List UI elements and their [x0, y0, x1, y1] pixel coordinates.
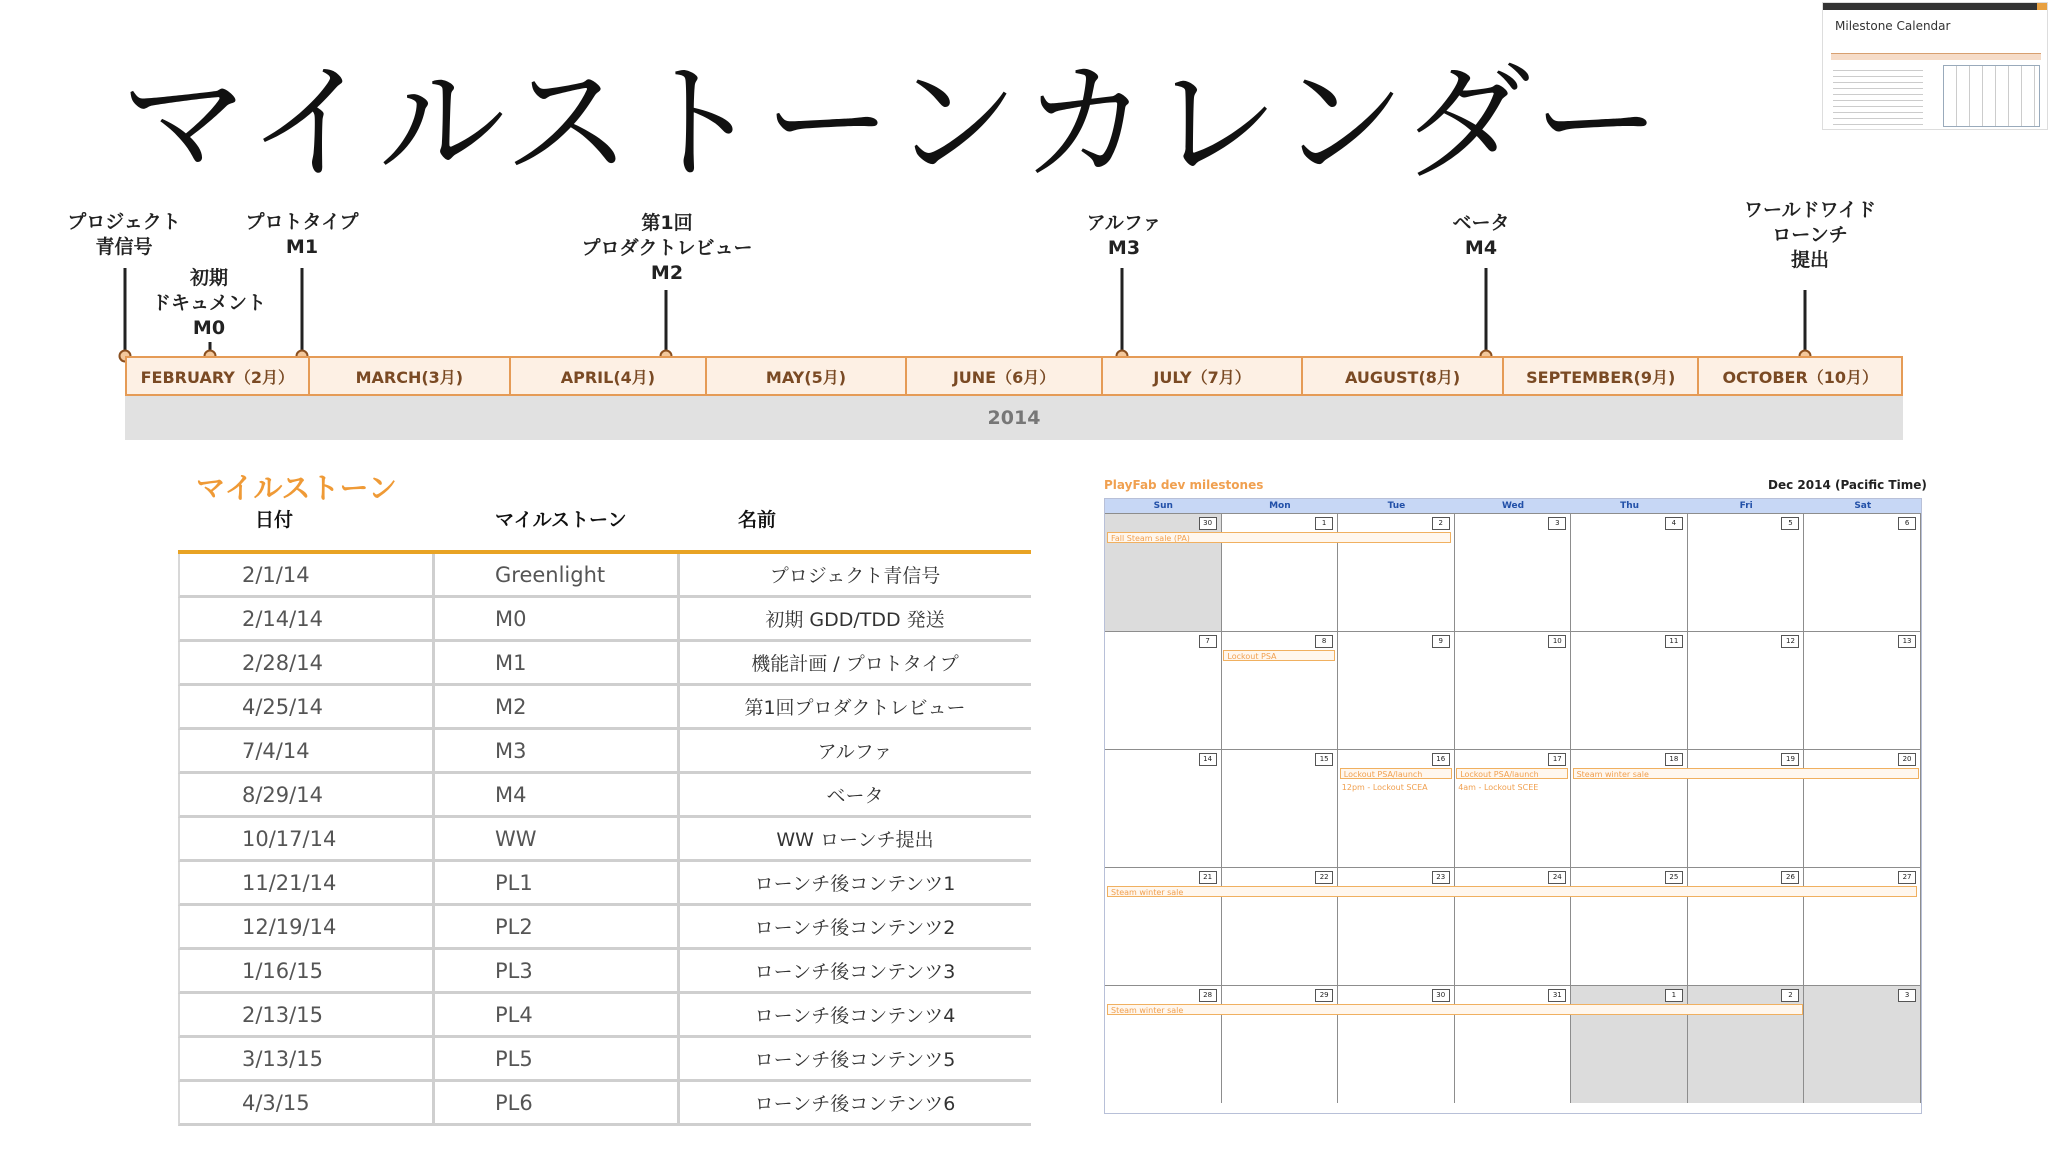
milestone-line — [124, 268, 127, 354]
table-row — [178, 818, 1031, 862]
day-number: 1 — [1665, 989, 1683, 1002]
cell-name: プロジェクト青信号 — [769, 565, 941, 587]
day-number: 3 — [1548, 517, 1566, 530]
calendar-event[interactable]: Fall Steam sale (PA) — [1107, 532, 1451, 543]
cell-name: ベータ — [826, 785, 884, 807]
month-cell: APRIL(4月) — [511, 358, 707, 394]
table-row — [178, 950, 1031, 994]
cell-name: ローンチ後コンテンツ1 — [754, 873, 956, 895]
calendar-title: PlayFab dev milestones — [1104, 478, 1264, 492]
calendar-week — [1105, 749, 1921, 867]
column-header-name: 名前 — [738, 509, 777, 531]
slide-thumbnail[interactable] — [1822, 2, 2048, 130]
day-number: 8 — [1315, 635, 1333, 648]
calendar-day[interactable] — [1338, 632, 1455, 749]
milestone-label-m4 — [1452, 211, 1509, 261]
cell-name: 機能計画 / プロトタイプ — [751, 653, 959, 675]
month-cell: SEPTEMBER(9月) — [1504, 358, 1700, 394]
cell-name: 第1回プロダクトレビュー — [744, 697, 966, 719]
table-row — [178, 1082, 1031, 1126]
cell-date: 2/14/14 — [242, 606, 323, 631]
day-number: 6 — [1898, 517, 1916, 530]
calendar-day[interactable] — [1804, 632, 1921, 749]
cell-milestone: PL1 — [495, 870, 533, 895]
calendar-event[interactable]: Lockout PSA — [1223, 650, 1335, 661]
cell-date: 2/1/14 — [242, 562, 310, 587]
cell-name: ローンチ後コンテンツ3 — [754, 961, 956, 983]
milestone-label-line: M0 — [192, 317, 226, 339]
milestone-label-line: M2 — [650, 262, 684, 284]
day-number: 5 — [1781, 517, 1799, 530]
milestone-line — [301, 268, 304, 354]
timeline-year-bar: 2014 — [125, 396, 1903, 440]
milestone-label-greenlight — [67, 210, 181, 260]
weekday-label: Thu — [1620, 501, 1640, 511]
calendar-event[interactable]: Steam winter sale — [1107, 1004, 1803, 1015]
milestone-label-line: M3 — [1107, 237, 1141, 259]
day-number: 11 — [1665, 635, 1683, 648]
cell-milestone: PL3 — [495, 958, 533, 983]
cell-date: 1/16/15 — [242, 958, 323, 983]
calendar-day[interactable] — [1222, 750, 1339, 867]
cell-milestone: M4 — [495, 782, 527, 807]
day-number: 15 — [1315, 753, 1333, 766]
milestone-label-line: M1 — [285, 236, 319, 258]
calendar-day[interactable] — [1571, 632, 1688, 749]
month-cell: AUGUST(8月) — [1303, 358, 1504, 394]
milestone-label-line: ドキュメント — [151, 292, 267, 314]
milestone-label-line: 初期 — [189, 267, 229, 289]
day-number: 20 — [1898, 753, 1916, 766]
day-number: 16 — [1432, 753, 1450, 766]
cell-date: 4/3/15 — [242, 1090, 310, 1115]
day-number: 2 — [1781, 989, 1799, 1002]
cell-name: アルファ — [817, 741, 893, 763]
calendar-day[interactable] — [1105, 632, 1222, 749]
month-cell: JUNE（6月） — [907, 358, 1103, 394]
calendar-day[interactable] — [1804, 514, 1921, 631]
milestone-label-line: プロダクトレビュー — [581, 237, 753, 259]
milestone-label-line: プロジェクト — [67, 211, 181, 233]
calendar-day[interactable] — [1804, 986, 1921, 1103]
milestone-label-line: アルファ — [1086, 212, 1162, 234]
cell-name: 初期 GDD/TDD 発送 — [765, 609, 945, 631]
calendar-event[interactable]: Steam winter sale — [1573, 768, 1919, 779]
milestone-label-m1 — [245, 210, 358, 260]
cell-milestone: M3 — [495, 738, 527, 763]
day-number: 7 — [1199, 635, 1217, 648]
table-row — [178, 686, 1031, 730]
calendar-event[interactable]: Lockout PSA/launch — [1456, 768, 1568, 779]
cell-date: 10/17/14 — [242, 826, 337, 851]
cell-date: 4/25/14 — [242, 694, 323, 719]
cell-milestone: PL5 — [495, 1046, 533, 1071]
thumbnail-marker — [2037, 3, 2047, 10]
day-number: 4 — [1665, 517, 1683, 530]
day-number: 26 — [1781, 871, 1799, 884]
cell-name: ローンチ後コンテンツ2 — [754, 917, 956, 939]
milestone-label-ww — [1744, 198, 1876, 273]
milestone-table-heading: マイルストーン — [196, 471, 397, 505]
table-row — [178, 994, 1031, 1038]
milestone-label-line: M4 — [1464, 237, 1498, 259]
day-number: 10 — [1548, 635, 1566, 648]
calendar-day[interactable] — [1455, 514, 1572, 631]
day-number: 31 — [1548, 989, 1566, 1002]
cell-date: 8/29/14 — [242, 782, 323, 807]
milestone-line — [1804, 290, 1807, 354]
table-row — [178, 554, 1031, 598]
milestone-label-line: プロトタイプ — [245, 211, 359, 233]
milestone-label-line: 第1回 — [641, 212, 693, 234]
day-number: 30 — [1432, 989, 1450, 1002]
cell-milestone: M2 — [495, 694, 527, 719]
calendar-date-label: Dec 2014 (Pacific Time) — [1768, 478, 1927, 492]
day-number: 12 — [1781, 635, 1799, 648]
calendar-grid — [1104, 498, 1922, 1114]
weekday-label: Wed — [1501, 501, 1525, 511]
day-number: 30 — [1199, 517, 1217, 530]
day-number: 9 — [1432, 635, 1450, 648]
day-number: 17 — [1548, 753, 1566, 766]
cell-date: 2/28/14 — [242, 650, 323, 675]
milestone-label-m3 — [1087, 211, 1162, 261]
calendar-week — [1105, 631, 1921, 749]
calendar-weeks — [1105, 513, 1921, 1103]
calendar-event[interactable]: Steam winter sale — [1107, 886, 1917, 897]
calendar-event[interactable]: Lockout PSA/launch — [1340, 768, 1452, 779]
cell-name: ローンチ後コンテンツ4 — [754, 1005, 956, 1027]
column-header-milestone: マイルストーン — [495, 509, 627, 531]
thumbnail-calendar — [1943, 65, 2040, 127]
milestone-line — [1485, 268, 1488, 354]
month-cell: FEBRUARY（2月） — [127, 358, 310, 394]
milestone-label-line: 提出 — [1790, 249, 1829, 271]
milestone-table — [178, 554, 1031, 1126]
cell-milestone: PL6 — [495, 1090, 533, 1115]
cell-date: 3/13/15 — [242, 1046, 323, 1071]
calendar-day[interactable] — [1455, 632, 1572, 749]
table-row — [178, 774, 1031, 818]
day-number: 3 — [1898, 989, 1916, 1002]
day-number: 2 — [1432, 517, 1450, 530]
day-number: 28 — [1199, 989, 1217, 1002]
calendar-weekday-header — [1105, 499, 1921, 513]
milestone-line — [665, 290, 668, 354]
day-number: 29 — [1315, 989, 1333, 1002]
table-row — [178, 862, 1031, 906]
weekday-label: Tue — [1387, 501, 1406, 511]
cell-milestone: PL4 — [495, 1002, 533, 1027]
table-row — [178, 598, 1031, 642]
month-cell: MARCH(3月) — [310, 358, 512, 394]
calendar-week — [1105, 513, 1921, 631]
calendar-event-detail: 12pm - Lockout SCEA — [1341, 783, 1428, 792]
day-number: 13 — [1898, 635, 1916, 648]
day-number: 24 — [1548, 871, 1566, 884]
calendar-event-detail: 4am - Lockout SCEE — [1458, 783, 1539, 792]
table-row — [178, 1038, 1031, 1082]
day-number: 19 — [1781, 753, 1799, 766]
cell-name: ローンチ後コンテンツ6 — [754, 1093, 956, 1115]
month-cell: MAY(5月) — [707, 358, 908, 394]
column-header-date: 日付 — [255, 509, 294, 531]
table-row — [178, 730, 1031, 774]
milestone-label-line: ローンチ — [1772, 224, 1848, 246]
thumbnail-timeline — [1831, 53, 2041, 60]
day-number: 25 — [1665, 871, 1683, 884]
month-cell: OCTOBER（10月） — [1722, 367, 1879, 387]
cell-name: ローンチ後コンテンツ5 — [754, 1049, 956, 1071]
milestone-label-line: ベータ — [1452, 212, 1510, 234]
cell-date: 2/13/15 — [242, 1002, 323, 1027]
cell-name: WW ローンチ提出 — [776, 829, 934, 851]
month-cell: JULY（7月） — [1103, 358, 1304, 394]
calendar-day[interactable] — [1571, 514, 1688, 631]
weekday-label: Sun — [1153, 501, 1173, 511]
calendar-day[interactable] — [1688, 632, 1805, 749]
table-row — [178, 642, 1031, 686]
calendar-day[interactable] — [1688, 514, 1805, 631]
cell-date: 12/19/14 — [242, 914, 337, 939]
table-row — [178, 906, 1031, 950]
thumbnail-title: Milestone Calendar — [1835, 19, 1951, 33]
cell-milestone: M0 — [495, 606, 527, 631]
cell-date: 11/21/14 — [242, 870, 337, 895]
weekday-label: Mon — [1269, 501, 1291, 511]
day-number: 23 — [1432, 871, 1450, 884]
milestone-label-line: 青信号 — [95, 236, 153, 258]
day-number: 22 — [1315, 871, 1333, 884]
calendar-week — [1105, 867, 1921, 985]
cell-milestone: PL2 — [495, 914, 533, 939]
milestone-label-m0 — [152, 266, 266, 341]
milestone-label-line: ワールドワイド — [1743, 199, 1877, 221]
thumbnail-table — [1833, 65, 1923, 125]
day-number: 18 — [1665, 753, 1683, 766]
day-number: 14 — [1199, 753, 1217, 766]
day-number: 21 — [1199, 871, 1217, 884]
day-number: 1 — [1315, 517, 1333, 530]
cell-milestone: M1 — [495, 650, 527, 675]
calendar-day[interactable] — [1105, 750, 1222, 867]
cell-date: 7/4/14 — [242, 738, 310, 763]
weekday-label: Fri — [1739, 501, 1753, 511]
day-number: 27 — [1898, 871, 1916, 884]
milestone-label-m2 — [581, 211, 752, 286]
timeline-month-row — [125, 356, 1903, 396]
cell-milestone: WW — [495, 826, 537, 851]
calendar-week — [1105, 985, 1921, 1103]
weekday-label: Sat — [1854, 501, 1872, 511]
cell-milestone: Greenlight — [495, 562, 606, 587]
page-title: マイルストーンカレンダー — [120, 49, 1663, 198]
thumbnail-bar — [1823, 3, 2047, 10]
milestone-line — [1121, 268, 1124, 354]
